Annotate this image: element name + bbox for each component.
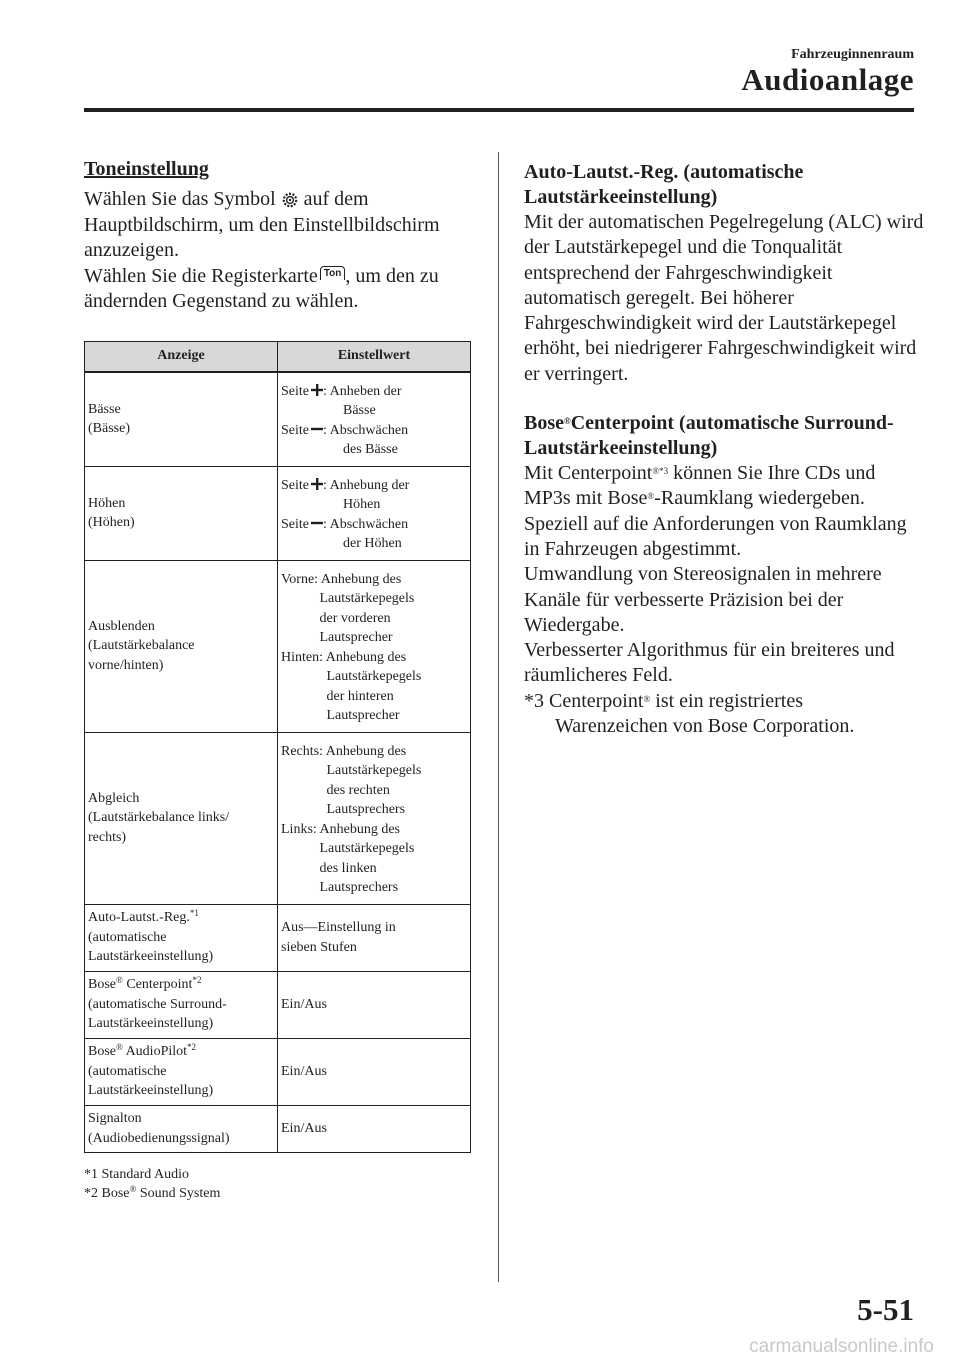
row-value (278, 466, 471, 560)
name-text: Bose (88, 977, 116, 993)
row-value: Ein/Aus (278, 1105, 471, 1152)
value-text: : Anheben der (323, 383, 402, 399)
footnote-text: *3 Centerpoint (524, 689, 644, 712)
section-label: Fahrzeuginnenraum (791, 47, 914, 62)
row-name: Bässe (Bässe) (85, 372, 278, 467)
row-name (85, 971, 278, 1038)
row-value: Rechts: Anhebung des Lautstärkepegels des rechten Lautsprechers Links: Anhebung des Lautstärkepegels des linken Lautsprechers (278, 732, 471, 904)
header-rule (84, 108, 914, 112)
value-text: der Höhen (343, 536, 402, 551)
seite-label: Seite (281, 477, 309, 493)
table-row (85, 466, 471, 560)
table-header-row (85, 341, 471, 372)
row-value: Ein/Aus (278, 971, 471, 1038)
row-value: Ein/Aus (278, 1038, 471, 1105)
table-row (85, 1105, 471, 1152)
table-row (85, 560, 471, 732)
watermark: carmanualsonline.info (749, 1336, 934, 1357)
footnote-ref: *1 (189, 908, 199, 919)
page-title: Audioanlage (741, 62, 914, 97)
registered-mark: ® (116, 975, 123, 986)
row-value: Aus—Einstellung in sieben Stufen (278, 904, 471, 971)
column-header-einstellwert: Einstellwert (278, 341, 471, 372)
row-value: Vorne: Anhebung des Lautstärkepegels der vorderen Lautsprecher Hinten: Anhebung des Lautstärkepegels der hinteren Lautsprecher (278, 560, 471, 732)
seite-label: Seite (281, 383, 309, 399)
footnote-ref: ®*3 (652, 466, 669, 477)
section-heading: Toneinstellung (84, 158, 209, 180)
table-row (85, 904, 471, 971)
value-text: Höhen (343, 497, 381, 512)
ton-tab-icon: Ton (320, 266, 346, 280)
name-text: (automatische Surround- Lautstärkeeinstellung) (88, 996, 227, 1032)
minus-icon (311, 517, 323, 529)
page-number: 5-51 (857, 1292, 914, 1327)
body-text: -Raumklang wiedergeben. (654, 487, 865, 510)
instruction-text: Wählen Sie das Symbol (84, 188, 276, 210)
row-name (85, 1038, 278, 1105)
registered-mark: ® (116, 1042, 123, 1053)
subheading-centerpoint (524, 411, 924, 461)
table-row (85, 1038, 471, 1105)
instruction-text: , um den zu ändernden Gegenstand zu wählen. (84, 264, 439, 312)
column-divider (498, 152, 499, 1282)
minus-icon (311, 423, 323, 435)
instruction-text: Wählen Sie die Registerkarte (84, 264, 318, 287)
paragraph-auto-volume: Mit der automatischen Pegelregelung (ALC) wird der Lautstärkepegel und die Tonqualität entsprechend der Fahrgeschwindigkeit automatisch geregelt. Bei höherer Fahrgeschwindigkeit wird der Lautstärkepegel erhöht, bei niedrigerer Fahrgeschwindigkeit wird er verringert. (524, 211, 924, 385)
value-text: Bässe (343, 403, 376, 418)
row-name: Abgleich (Lautstärkebalance links/ rechts) (85, 732, 278, 904)
row-name: Ausblenden (Lautstärkebalance vorne/hinten) (85, 560, 278, 732)
table-row (85, 732, 471, 904)
paragraph-text: Speziell auf die Anforderungen von Raumklang in Fahrzeugen abgestimmt. (524, 512, 907, 560)
table-row (85, 971, 471, 1038)
plus-icon (311, 384, 323, 396)
settings-table (84, 341, 471, 1153)
name-text: (automatische Lautstärkeeinstellung) (88, 1063, 214, 1099)
settings-gear-icon (282, 192, 298, 208)
seite-label: Seite (281, 422, 309, 438)
instruction-paragraph-2 (84, 264, 472, 315)
name-text: Auto-Lautst.-Reg. (88, 910, 190, 926)
paragraph-text: Verbesserter Algorithmus für ein breiteres und räumlicheres Feld. (524, 639, 895, 687)
name-text: Bose (88, 1044, 116, 1060)
value-text: des Bässe (343, 442, 398, 457)
instruction-paragraph-1 (84, 187, 472, 264)
name-text: AudioPilot (122, 1044, 188, 1060)
column-header-anzeige: Anzeige (85, 341, 278, 372)
registered-mark: ® (647, 491, 655, 502)
heading-text: Centerpoint (automatische Surround-Lautstärkeeinstellung) (524, 412, 894, 460)
footnote-ref: *2 (192, 975, 202, 986)
subheading-auto-volume: Auto-Lautst.-Reg. (automatische Lautstärkeeinstellung) (524, 161, 804, 208)
value-text: : Abschwächen (323, 516, 409, 532)
row-name: Höhen (Höhen) (85, 466, 278, 560)
instruction-text: auf dem Hauptbildschirm, um den Einstellbildschirm anzuzeigen. (84, 188, 440, 261)
plus-icon (311, 478, 323, 490)
paragraph-text: Umwandlung von Stereosignalen in mehrere Kanäle für verbesserte Präzision bei der Wiedergabe. (524, 563, 882, 636)
heading-text: Bose (524, 412, 564, 435)
name-text: (automatische Lautstärkeeinstellung) (88, 929, 214, 965)
table-row (85, 372, 471, 467)
seite-label: Seite (281, 516, 309, 532)
footnote-text: Sound System (136, 1186, 221, 1201)
right-column (524, 160, 924, 739)
paragraph-centerpoint (524, 461, 924, 512)
registered-mark: ® (129, 1184, 137, 1194)
row-name (85, 904, 278, 971)
footnote-text: *2 Bose (84, 1186, 130, 1201)
registered-mark: ® (564, 416, 571, 427)
footnote-text: ist ein registriertes (650, 689, 804, 712)
value-text: : Anhebung der (323, 477, 410, 493)
left-column (84, 158, 472, 1204)
footnote-3 (524, 689, 924, 714)
row-value (278, 372, 471, 467)
footnote-3-cont: Warenzeichen von Bose Corporation. (555, 715, 855, 738)
body-text: können Sie Ihre CDs und MP3s mit Bose (524, 462, 876, 510)
row-name: Signalton (Audiobedienungssignal) (85, 1105, 278, 1152)
footnote-ref: *2 (187, 1042, 197, 1053)
value-text: : Abschwächen (323, 422, 409, 438)
footnote-1: *1 Standard Audio (84, 1166, 189, 1182)
footnote-2 (84, 1184, 472, 1204)
registered-mark: ® (643, 693, 651, 704)
table-footnotes (84, 1165, 472, 1204)
body-text: Mit Centerpoint (524, 462, 653, 485)
name-text: Centerpoint (122, 977, 193, 993)
